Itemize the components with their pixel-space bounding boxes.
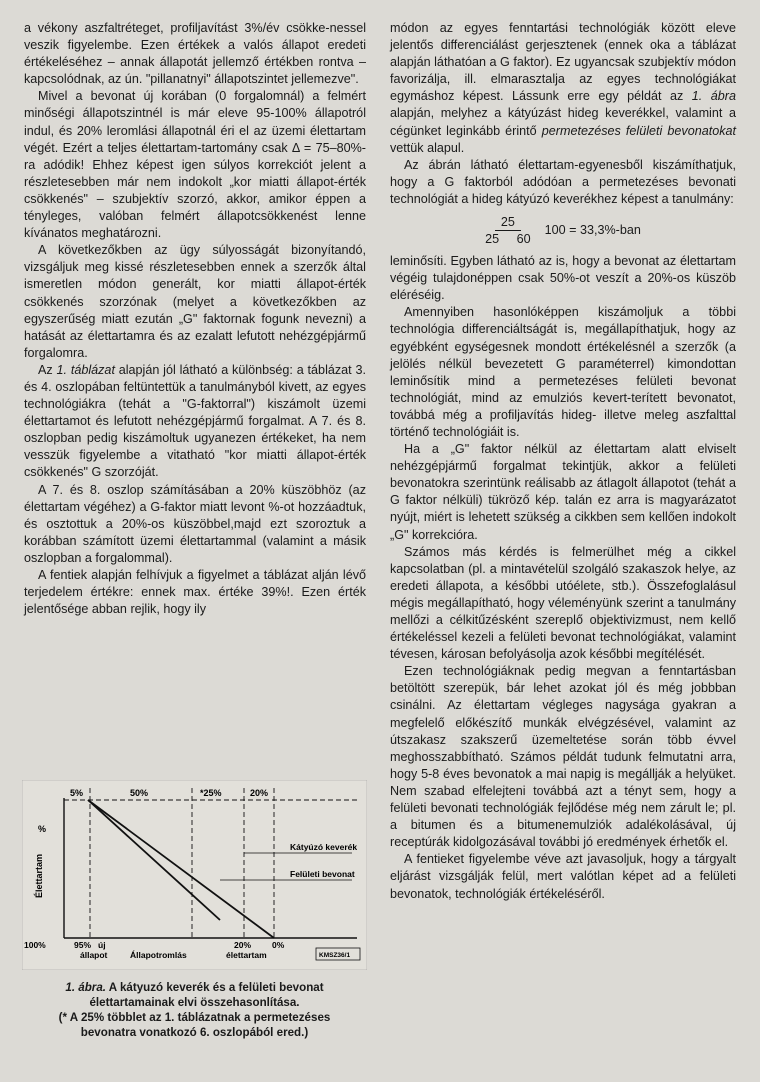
figure-reference: 1. ábra	[691, 89, 736, 104]
formula-result: 100 = 33,3%-ban	[544, 222, 641, 237]
denominator: 25 60	[485, 232, 531, 247]
bottom-label: 0%	[272, 940, 285, 950]
formula	[390, 214, 736, 247]
top-label: 5%	[70, 788, 84, 798]
line2-label: Felületi bevonat	[290, 869, 355, 879]
text-span: alapján jól látható a különbség: a táblázat 3. és 4. oszlopában feltüntettük a tanulmányból kivett, az egyes technológiákra (tehát a "G-faktorral") kiszámolt üzemi élettartamot és lefutott nehézgépjármű forgalmat. A 7. és 8. oszlopban pedig kiszámoltuk ugyanezen értékeket, ha nem vesszük figyelembe a vitatható "kor miatti állapot-érték csökkenés" G szorzóját.	[24, 362, 366, 480]
y-axis-label: Élettartam	[34, 853, 44, 898]
caption-text: A kátyuzó keverék és a felületi bevonat	[106, 981, 324, 994]
paragraph: A fentiek alapján felhívjuk a figyelmet a táblázat alján lévő terjedelem értékre: ennek max. értéke 39%!. Ezen érték jelentősége abban rejlik, hogy ily	[24, 568, 366, 617]
paragraph: Mivel a bevonat új korában (0 forgalomnál) a felmért minőségi állapotszintnél is már eleve 95-100% állapotról indul, és 20% leromlási állapotnál éri el az üzemi élettartam végét. Ezért a teljes élettartam-tartomány csak Δ = 75–80%-ra adódik! Ehhez képest igen súlyos korrekciót jelent a részletesebben már nem indokolt „kor miatti állapot-érték csökkenés" – szubjektív szorzó, akkor, amikor éppen a tényleges, valóban felmért állapotcsökkenést lenne kívánatos meghatározni.	[24, 89, 366, 241]
table-reference: 1. táblázat	[56, 362, 115, 377]
caption-line: bevonatra vonatkozó 6. oszlopából ered.)	[80, 1026, 309, 1039]
text-span: vettük alapul.	[390, 140, 465, 155]
bottom-label: élettartam	[226, 950, 267, 960]
y-axis-unit: %	[38, 824, 47, 834]
paragraph: Ha a „G" faktor nélkül az élettartam alatt elviselt nehézgépjármű forgalmat tekintjük, akkor a felületi bevonatokra szerintünk reálisabb az átlagolt állapotot (tehát a G faktor nélküli) tükröző kép. talán ez arra is magyarázatot nyújt, miért is lehetett szükség a cikkben sem kellően indokolt „G" korrekcióra.	[390, 442, 736, 542]
paragraph: Számos más kérdés is felmerülhet még a cikkel kapcsolatban (pl. a mintavételül szolgáló szakaszok helye, az eredeti állapota, a későbbi utóélete, stb.). Összefoglalásul mégis megállapítható, hogy véleményünk szerint a tanulmány mellőzi a célkitűzésként szereplő objektivizmust, nem kellő értékeléssel kezeli a felületi bevonat technológiákat, valamint tévesen, károsan befolyásolja azok későbbi megítélését.	[390, 544, 736, 662]
numerator: 25	[495, 214, 521, 231]
caption-line: élettartamainak elvi összehasonlítása.	[89, 996, 300, 1009]
right-column	[390, 20, 736, 903]
bottom-label: 20%	[234, 940, 252, 950]
caption-line: (* A 25% többlet az 1. táblázatnak a permetezéses	[58, 1011, 331, 1024]
top-label: 20%	[250, 788, 269, 798]
paragraph: A fentieket figyelembe véve azt javasoljuk, hogy a tárgyalt eljárást vizsgálják felül, mert valótlan képet ad a felületi bevonatok, technológiák értékeléséről.	[390, 852, 736, 901]
figure-code: KMSZ36/1	[319, 952, 351, 959]
bottom-label: új	[98, 940, 106, 950]
bottom-label: Állapotromlás	[130, 950, 187, 960]
paragraph: Az ábrán látható élettartam-egyenesből kiszámíthatjuk, hogy a G faktorból adódóan a permetezéses bevonati technológiát a hideg kátyúzó keverékhez képest a tanulmány:	[390, 157, 736, 206]
bottom-label: 100%	[24, 940, 46, 950]
figure-number: 1. ábra.	[65, 981, 106, 994]
bottom-label: 95%	[74, 940, 92, 950]
text-span: alapján, melyhez a kátyúzást hideg keverékkel, valamint a cégünket leginkább érintő	[390, 106, 736, 138]
paragraph: leminősíti. Egyben látható az is, hogy a bevonat az élettartam végéig tulajdonéppen csak 50%-ot veszít a 20%-os küszöb eléréséig.	[390, 254, 736, 303]
figure-caption	[22, 980, 367, 1040]
left-column	[24, 20, 366, 618]
emphasis: permetezéses felületi bevonatokat	[541, 123, 737, 138]
figure-1	[22, 780, 367, 970]
top-label: *25%	[200, 788, 222, 798]
bottom-label: állapot	[80, 950, 108, 960]
paragraph	[390, 20, 736, 157]
top-label: 50%	[130, 788, 149, 798]
paragraph: Ezen technológiáknak pedig megvan a fenntartásban betöltött szerepük, bár lehet azokat jól és még jobbban csinálni. Az élettartam végleges nagysága gyakran a megfelelő előkészítő munkák elvégzésével, valamint az útszakasz szakszerű üzemeltetése során több évvel meghosszabbítható. Számos példát tudunk felmutatni arra, hogy 5-8 éves bevonatok a mai napig is megállják a helyüket. Nem szabad elfelejteni továbbá azt a tényt sem, hogy a felületi bevonati technológiák fejlődése még nem zárult le; pl. a bitumen és a bitumenemulziók adalékolásával, új receptúrák kidolgozásával további jó eredmények érhetők el.	[390, 664, 736, 850]
paragraph: A következőkben az ügy súlyosságát bizonyítandó, vizsgáljuk meg kissé részletesebben ennek a szerzők által ismeretlen módon generált, kor miatti állapot-érték csökkenés szorzónak (melyet a következőkben az egyszerűség miatt ezután „G" faktornak fogunk nevezni) a hatását az élettartamra és az ezalatt lefutott nehézgépjármű forgalomra.	[24, 243, 366, 360]
fraction	[485, 214, 531, 247]
line1-label: Kátyúzó keverék	[290, 842, 358, 852]
text-span: módon az egyes fenntartási technológiák között eleve jelentős differenciálást gerjesztenek (ennek oka a táblázat alapján láthatóan a G faktor). Ez ugyancsak szubjektív módon favorizálja, ill. elmarasztalja az egyes technológiákat egymáshoz képest. Lássunk erre egy példát az	[390, 21, 736, 104]
paragraph: Amennyiben hasonlóképpen kiszámoljuk a többi technológia differenciáltságát is, megállapíthatjuk, hogy az egyébként egységesnek mondott értékelésnél a szerzők (a jelölés nélkül bevezetett G paraméterrel) kimondottan leminősítik mind a permetezéses felületi bevonat technológiát, mind az emulziós kevert-terített bevonatot, továbbá még a profiljavítás hideg- illetve meleg aszfalttal történő technológiáit is.	[390, 305, 736, 439]
paragraph: A 7. és 8. oszlop számításában a 20% küszöbhöz (az élettartam végéhez) a G-faktor miatt levont %-ot hozzáadtuk, és osztottuk a 20%-os küszöbbel,majd ezt szoroztuk a korábban számított üzemi élettartammal (valamint a másik oszlopban a forgalommal).	[24, 482, 366, 565]
paragraph: a vékony aszfaltréteget, profiljavítást 3%/év csökke-nessel veszik figyelembe. Ezen értékek a valós állapot eredeti értékeléséhez – annak állapotát jellemző értékben rontva – kapcsolódnak, az ún. "pillanatnyi" állapotszintet jellemezve".	[24, 21, 366, 87]
paragraph	[24, 362, 366, 482]
text-span: Az	[38, 362, 57, 377]
caption-line	[22, 980, 367, 995]
